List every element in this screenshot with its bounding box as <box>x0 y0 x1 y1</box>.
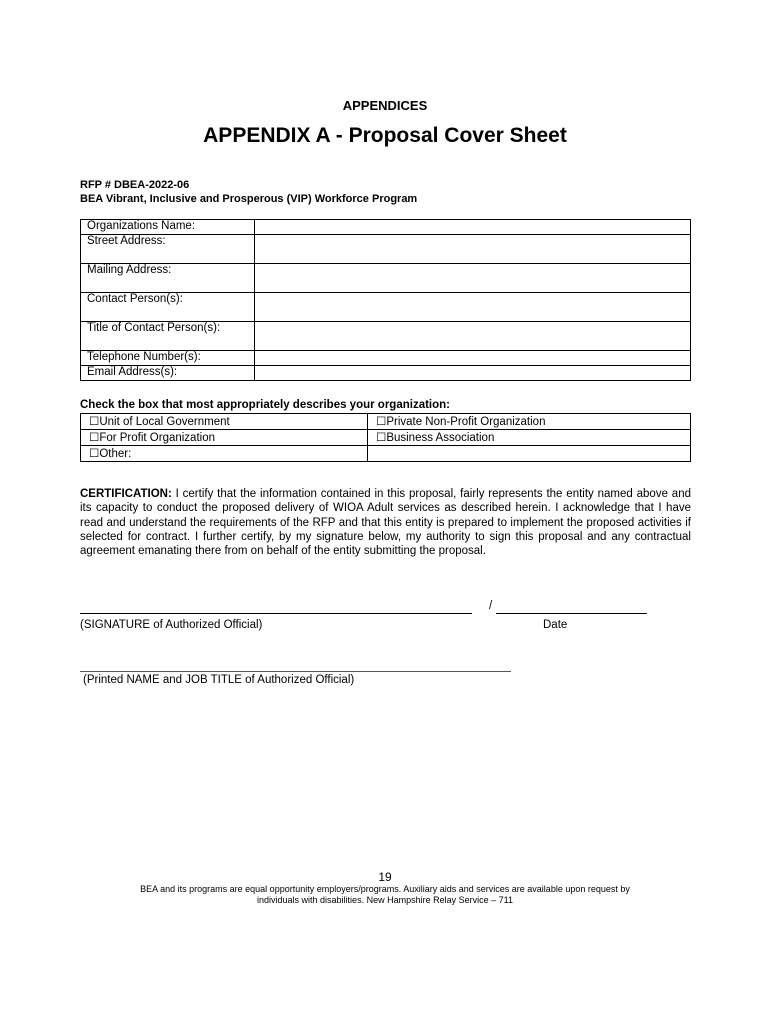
field-label-street-address: Street Address: <box>81 235 255 264</box>
table-row <box>81 235 691 264</box>
table-row <box>81 264 691 293</box>
field-label-mailing-address: Mailing Address: <box>81 264 255 293</box>
contact-person-field[interactable] <box>255 293 691 322</box>
rfp-number: RFP # DBEA-2022-06 <box>80 179 190 191</box>
printed-name-label: (Printed NAME and JOB TITLE of Authorized Official) <box>83 674 355 686</box>
table-row <box>81 293 691 322</box>
option-for-profit[interactable] <box>81 430 368 446</box>
option-label: Private Non-Profit Organization <box>386 416 546 428</box>
field-label-telephone: Telephone Number(s): <box>81 351 255 366</box>
page-number: 19 <box>378 870 392 884</box>
field-label-org-name: Organizations Name: <box>81 220 255 235</box>
empty-cell <box>368 446 691 462</box>
checkbox-icon[interactable]: ☐ <box>376 416 387 428</box>
checkbox-icon[interactable]: ☐ <box>376 432 387 444</box>
org-name-field[interactable] <box>255 220 691 235</box>
organization-type-table <box>80 413 691 462</box>
mailing-address-field[interactable] <box>255 264 691 293</box>
signature-date-separator: / <box>489 600 493 612</box>
table-row <box>81 220 691 235</box>
appendices-heading: APPENDICES <box>342 98 428 113</box>
checkbox-icon[interactable]: ☐ <box>89 416 100 428</box>
email-field[interactable] <box>255 366 691 381</box>
option-business-association[interactable] <box>368 430 691 446</box>
telephone-field[interactable] <box>255 351 691 366</box>
organization-info-table <box>80 219 691 381</box>
option-private-non-profit[interactable] <box>368 414 691 430</box>
table-row <box>81 430 691 446</box>
table-row <box>81 351 691 366</box>
field-label-contact-title: Title of Contact Person(s): <box>81 322 255 351</box>
certification-text: I certify that the information contained in this proposal, fairly represents the entity named above and its capacity to conduct the proposed delivery of WIOA Adult services as described herein. I acknowledge that I have read and understand the requirements of the RFP and that this entity is prepared to implement the proposed activities if selected for contract. I further certify, by my signature below, my authority to sign this proposal and any contractual agreement emanating there from on behalf of the entity submitting the proposal. <box>80 488 691 558</box>
signature-line[interactable] <box>80 613 472 614</box>
certification-label: CERTIFICATION: <box>80 488 172 500</box>
organization-type-heading: Check the box that most appropriately describes your organization: <box>80 399 450 411</box>
option-label: Business Association <box>386 432 495 444</box>
street-address-field[interactable] <box>255 235 691 264</box>
date-line[interactable] <box>496 613 647 614</box>
field-label-email: Email Address(s): <box>81 366 255 381</box>
certification-paragraph <box>80 487 691 558</box>
table-row <box>81 446 691 462</box>
page-title: APPENDIX A - Proposal Cover Sheet <box>203 124 567 147</box>
signature-label: (SIGNATURE of Authorized Official) <box>80 619 263 631</box>
footer-line-2: individuals with disabilities. New Hampshire Relay Service – 711 <box>257 895 513 905</box>
option-label: Unit of Local Government <box>99 416 230 428</box>
program-name: BEA Vibrant, Inclusive and Prosperous (VIP) Workforce Program <box>80 193 418 205</box>
table-row <box>81 322 691 351</box>
option-label: For Profit Organization <box>99 432 215 444</box>
printed-name-line[interactable] <box>80 671 511 672</box>
option-label: Other: <box>99 448 132 460</box>
table-row <box>81 414 691 430</box>
date-label: Date <box>543 619 568 631</box>
contact-title-field[interactable] <box>255 322 691 351</box>
checkbox-icon[interactable]: ☐ <box>89 432 100 444</box>
option-unit-of-local-government[interactable] <box>81 414 368 430</box>
footer-line-1: BEA and its programs are equal opportunity employers/programs. Auxiliary aids and services are available upon request by <box>140 884 630 894</box>
table-row <box>81 366 691 381</box>
field-label-contact-person: Contact Person(s): <box>81 293 255 322</box>
option-other[interactable] <box>81 446 368 462</box>
checkbox-icon[interactable]: ☐ <box>89 448 100 460</box>
